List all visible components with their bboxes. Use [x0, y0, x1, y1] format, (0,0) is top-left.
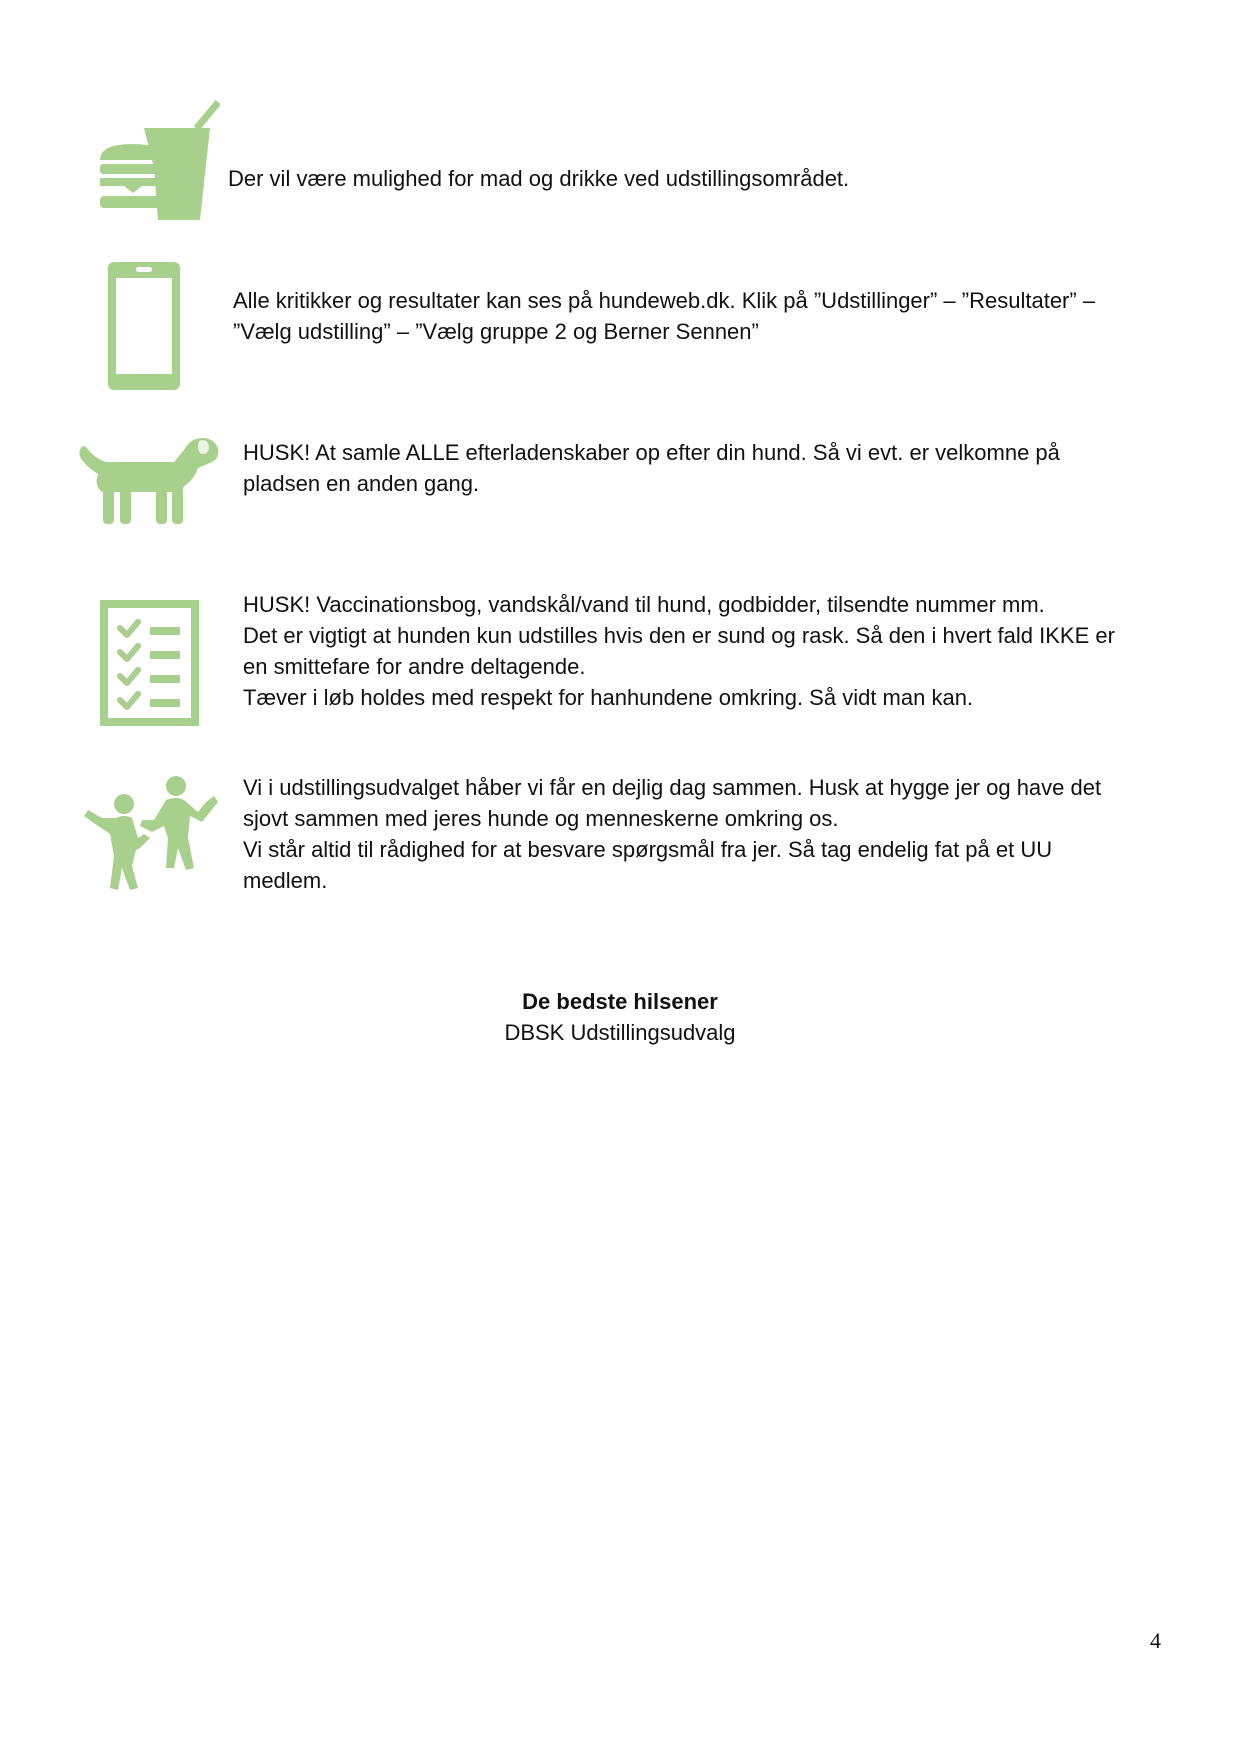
text-line: HUSK! Vaccinationsbog, vandskål/vand til hund, godbidder, tilsendte nummer mm.: [243, 592, 1045, 617]
text-line: Vi i udstillingsudvalget håber vi får en dejlig dag sammen. Husk at hygge jer og have det: [243, 775, 1102, 800]
text-line: HUSK! At samle ALLE efterladenskaber op efter din hund. Så vi evt. er velkomne på: [243, 440, 1060, 465]
text-line: ”Vælg udstilling” – ”Vælg gruppe 2 og Berner Sennen”: [233, 319, 759, 344]
item-text-greeting: [243, 772, 1101, 896]
text-line: Der vil være mulighed for mad og drikke ved udstillingsområdet.: [228, 166, 850, 191]
dancing-people-icon: [78, 776, 220, 894]
text-line: Det er vigtigt at hunden kun udstilles hvis den er sund og rask. Så den i hvert fald IKKE er: [243, 623, 1115, 648]
closing-signature: [0, 986, 1240, 1048]
text-line: medlem.: [243, 868, 328, 893]
item-text-results: [233, 285, 1095, 347]
item-text-cleanup: [243, 437, 1060, 499]
smartphone-icon: [108, 262, 180, 390]
food-drink-icon: [96, 98, 220, 222]
page-number: 4: [1150, 1628, 1161, 1653]
checklist-icon: [100, 600, 199, 726]
text-line: Tæver i løb holdes med respekt for hanhundene omkring. Så vidt man kan.: [243, 685, 974, 710]
text-line: pladsen en anden gang.: [243, 471, 480, 496]
text-line: en smittefare for andre deltagende.: [243, 654, 586, 679]
dog-icon: [78, 436, 220, 526]
closing-greeting: De bedste hilsener: [522, 989, 718, 1014]
text-line: Vi står altid til rådighed for at besvare spørgsmål fra jer. Så tag endelig fat på et UU: [243, 837, 1053, 862]
text-line: sjovt sammen med jeres hunde og menneskerne omkring os.: [243, 806, 839, 831]
item-text-checklist: [243, 589, 1115, 713]
item-text-food: [228, 163, 849, 194]
closing-sender: DBSK Udstillingsudvalg: [504, 1020, 736, 1045]
text-line: Alle kritikker og resultater kan ses på hundeweb.dk. Klik på ”Udstillinger” – ”Resultater” –: [233, 288, 1096, 313]
